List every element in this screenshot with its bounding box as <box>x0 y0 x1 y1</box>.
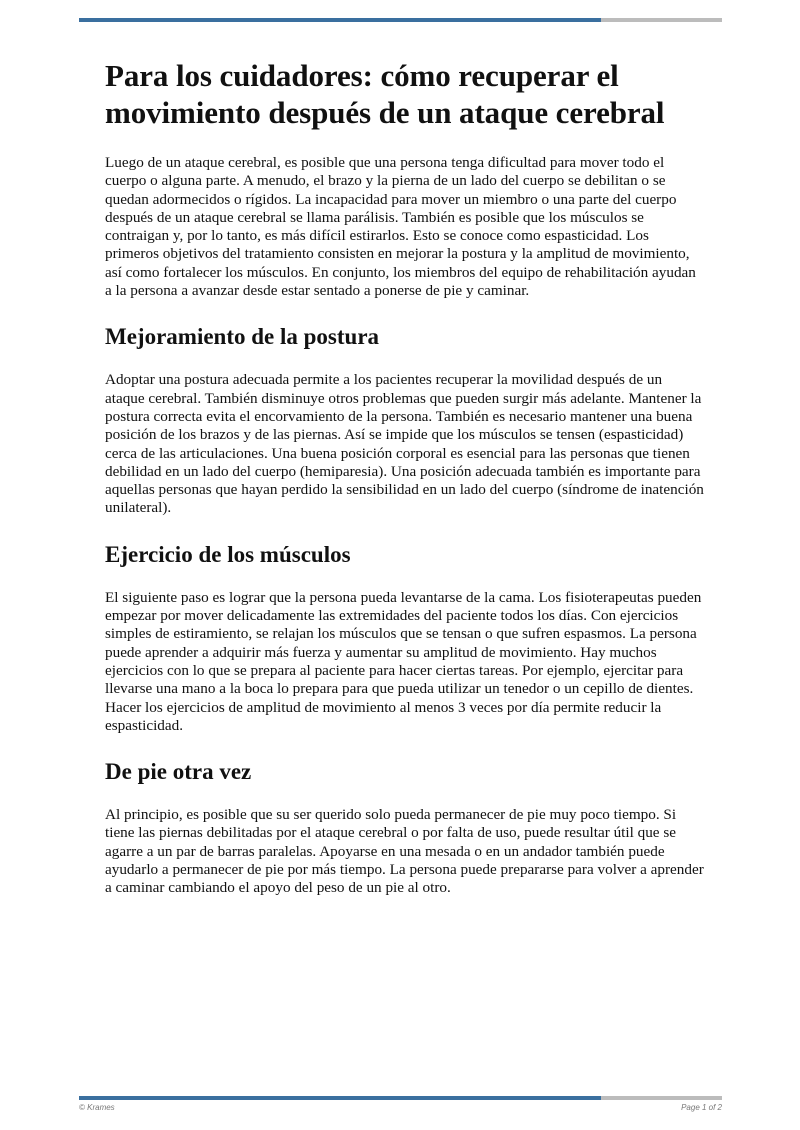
bottom-accent-bar-blue <box>79 1096 601 1100</box>
footer-page-number: Page 1 of 2 <box>681 1103 722 1112</box>
section-paragraph-de-pie: Al principio, es posible que su ser querido solo pueda permanecer de pie muy poco tiempo. Si tiene las piernas debilitadas por el ataque cerebral o por falta de uso, puede resultar útil que se agarre a un par de barras paralelas. Apoyarse en una mesada o en un andador también puede ayudarlo a permanecer de pie por más tiempo. La persona puede prepararse para volver a aprender a caminar cambiando el apoyo del peso de un pie al otro. <box>105 806 704 897</box>
bottom-accent-bar-gray <box>601 1096 722 1100</box>
page-title: Para los cuidadores: cómo recuperar el movimiento después de un ataque cerebral <box>105 58 665 130</box>
bottom-accent-bar <box>79 1096 722 1100</box>
top-accent-bar-blue <box>79 18 601 22</box>
section-paragraph-postura: Adoptar una postura adecuada permite a los pacientes recuperar la movilidad después de un ataque cerebral. También disminuye otros problemas que pueden surgir más adelante. Mantener la postura correcta evita el encorvamiento de la persona. También es necesario mantener una buena posición de los brazos y de las piernas. Así se impide que los músculos se tensen (espasticidad) cerca de las articulaciones. Una buena posición corporal es esencial para las personas que tienen debilidad en un lado del cuerpo (hemiparesia). Una posición adecuada también es importante para aquellas personas que hayan perdido la sensibilidad en un lado del cuerpo (síndrome de inatención unilateral). <box>105 371 704 517</box>
footer-copyright: © Krames <box>79 1103 115 1112</box>
section-heading-de-pie: De pie otra vez <box>105 759 252 785</box>
section-paragraph-musculos: El siguiente paso es lograr que la persona pueda levantarse de la cama. Los fisioterapeutas pueden empezar por mover delicadamente las extremidades del paciente todos los días. Con ejercicios simples de estiramiento, se relajan los músculos que se tensan o que sufren espasmos. La persona puede aprender a adquirir más fuerza y aumentar su amplitud de movimiento. Hay muchos ejercicios con lo que se prepara al paciente para hacer ciertas tareas. Por ejemplo, ejercitar para llevarse una mano a la boca lo prepara para que pueda utilizar un tenedor o un cepillo de dientes. Hacer los ejercicios de amplitud de movimiento al menos 3 veces por día permite reducir la espasticidad. <box>105 588 702 734</box>
intro-paragraph: Luego de un ataque cerebral, es posible que una persona tenga dificultad para mover todo el cuerpo o alguna parte. A menudo, el brazo y la pierna de un lado del cuerpo se debilitan o se quedan adormecidos o rígidos. La incapacidad para mover un miembro o una parte del cuerpo después de un ataque cerebral se llama parálisis. También es posible que los músculos se contraigan y, por lo tanto, es más difícil estirarlos. Esto se conoce como espasticidad. Los primeros objetivos del tratamiento consisten en mejorar la postura y la amplitud de movimiento, así como fortalecer los músculos. En conjunto, los miembros del equipo de rehabilitación ayudan a la persona a avanzar desde estar sentado a ponerse de pie y caminar. <box>105 154 696 300</box>
section-heading-musculos: Ejercicio de los músculos <box>105 541 351 567</box>
section-heading-postura: Mejoramiento de la postura <box>105 324 380 350</box>
top-accent-bar-gray <box>601 18 722 22</box>
top-accent-bar <box>79 18 722 22</box>
document-body <box>105 57 705 898</box>
